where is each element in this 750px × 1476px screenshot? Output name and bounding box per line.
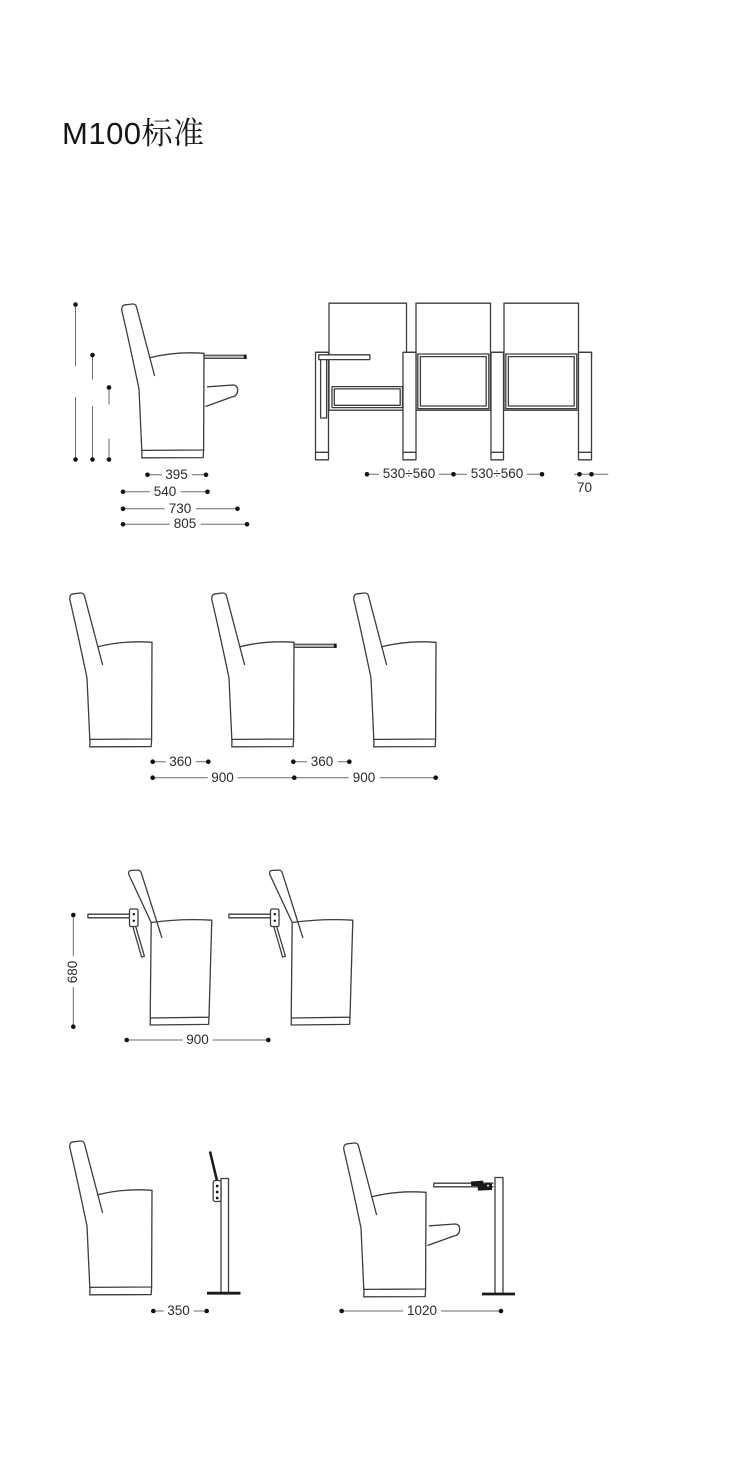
three-seat-front-view (316, 303, 609, 476)
chair-side-view (354, 593, 436, 747)
dim-label-tablet-height: 680 (66, 957, 82, 988)
dim-label-seat-pitch-2: 530÷560 (467, 467, 527, 483)
chair-side-view (344, 1143, 426, 1297)
vertical-dimension-lines (73, 302, 111, 462)
dim-label-back-clearance-2: 360 (307, 754, 338, 770)
dim-label-row-pitch-3: 900 (182, 1032, 213, 1048)
dim-label-stand-clearance: 350 (163, 1303, 194, 1319)
chair-with-tablet-side-view (88, 870, 212, 1025)
page-title: M100标准 (62, 116, 205, 151)
dim-label-total-depth: 805 (170, 517, 201, 533)
dim-label-row-pitch-2: 900 (349, 770, 380, 786)
chair-side-view (212, 593, 294, 747)
extended-desk-stand (434, 1178, 515, 1295)
dim-label-leg-width: 70 (576, 480, 593, 496)
chair-side-view (70, 1141, 152, 1295)
chair-side-view (122, 304, 204, 458)
dim-label-row-pitch-1: 900 (207, 770, 238, 786)
dim-label-seat-depth: 395 (161, 467, 192, 483)
chair-side-view (70, 593, 152, 747)
armrest-outline (428, 1224, 460, 1245)
chair-with-tablet-side-view (229, 870, 353, 1025)
folded-desk-stand (207, 1152, 241, 1294)
tablet-folded-icon (294, 644, 336, 648)
stand-diagrams (70, 1141, 515, 1313)
dim-label-tablet-depth: 730 (165, 501, 196, 517)
dim-label-total-depth-desk: 1020 (403, 1303, 441, 1319)
dim-label-seat-pitch-1: 530÷560 (379, 467, 439, 483)
closed-row-spacing-diagram (70, 593, 438, 780)
dim-label-closed-depth: 540 (150, 484, 181, 500)
armrest-outline (206, 385, 238, 406)
tablet-row-spacing-diagram (71, 870, 353, 1042)
dim-label-back-clearance-1: 360 (165, 754, 196, 770)
tablet-folded-icon (204, 355, 246, 359)
